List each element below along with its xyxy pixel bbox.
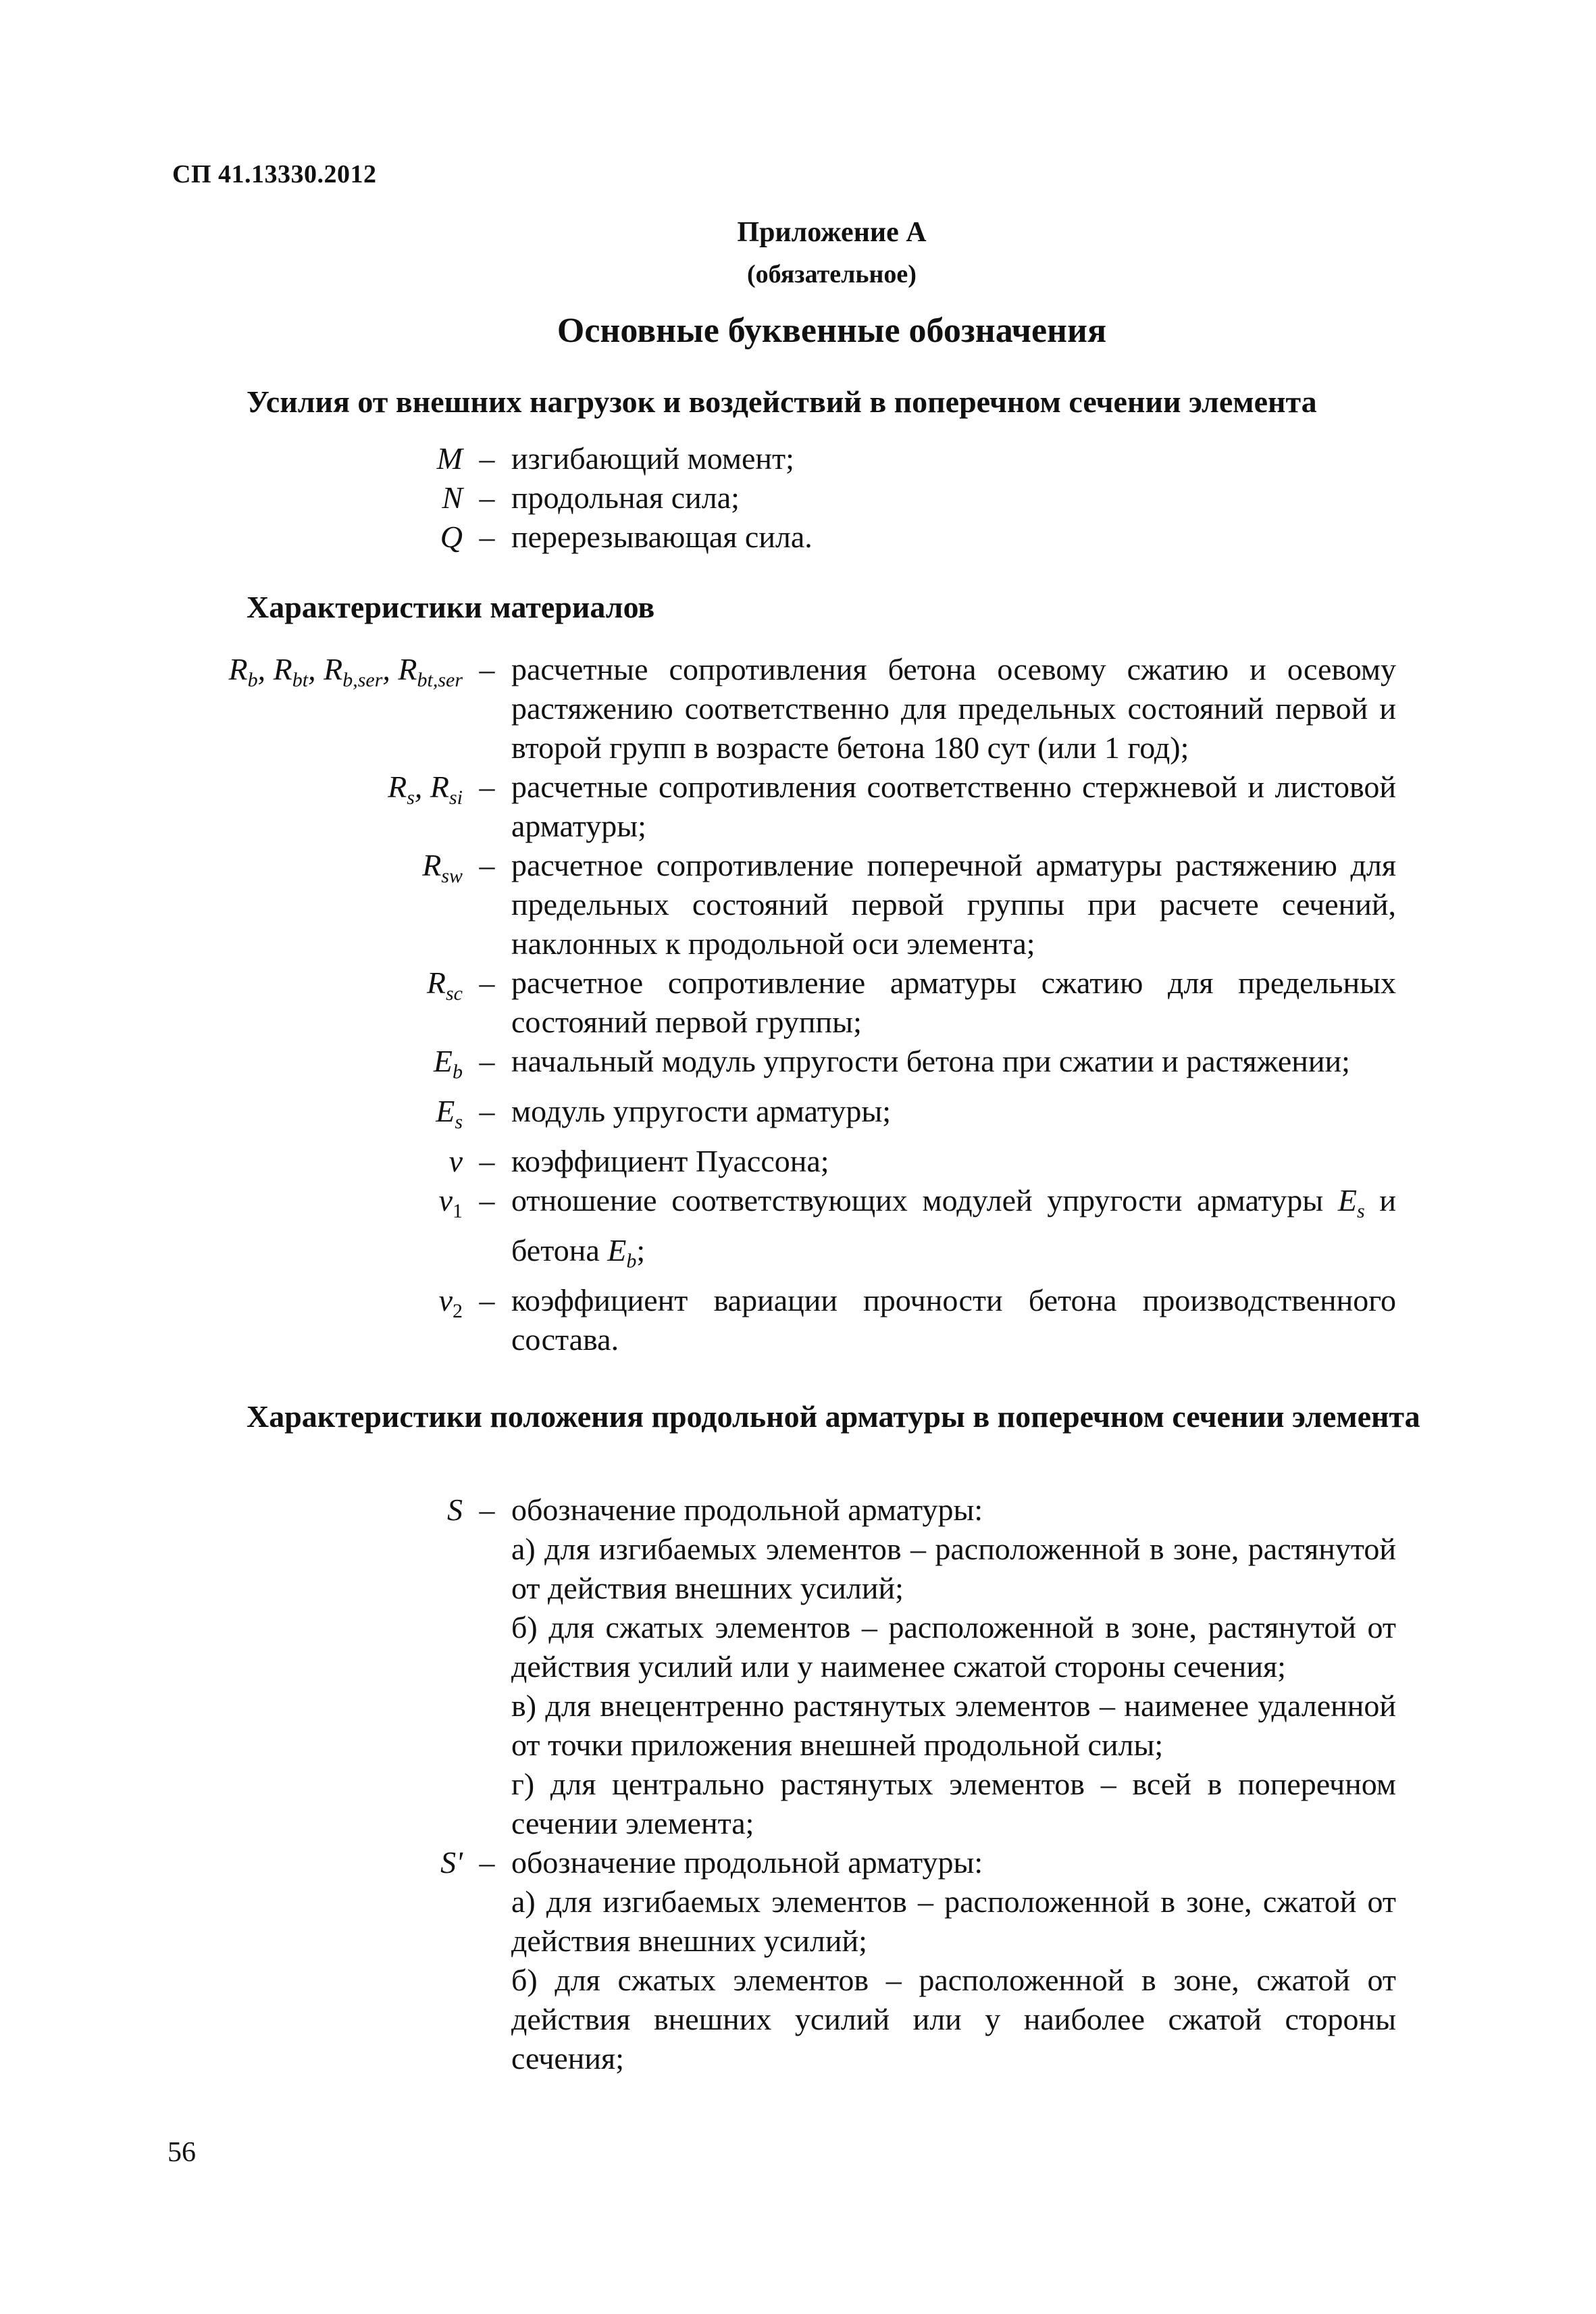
- description: [511, 1843, 1396, 2078]
- description: расчетное сопротивление арматуры сжатию для предельных состояний первой группы;: [511, 965, 1396, 1039]
- list-item: [172, 1142, 1396, 1181]
- materials-list: [172, 650, 1396, 1359]
- symbol-subscript: s: [407, 786, 415, 809]
- dash: –: [479, 1283, 495, 1317]
- dash: –: [479, 652, 495, 686]
- section-heading-reinforcement: Характеристики положения продольной арматуры в поперечном сечении элемента: [247, 1399, 1420, 1434]
- symbol: Q: [440, 520, 463, 554]
- symbol-base: R: [426, 965, 446, 1000]
- sub-item: г) для центрально растянутых элементов – всей в поперечном сечении элемента;: [511, 1767, 1396, 1840]
- document-code: СП 41.13330.2012: [172, 160, 377, 188]
- symbol: [172, 1042, 463, 1092]
- symbol: ν: [448, 1144, 463, 1178]
- description: [511, 1181, 1396, 1281]
- dash: –: [479, 1845, 495, 1880]
- symbol-base: ν: [438, 1183, 453, 1217]
- description: модуль упругости арматуры;: [511, 1094, 892, 1128]
- description-text: обозначение продольной арматуры:: [511, 1845, 983, 1880]
- symbol: [172, 1181, 463, 1231]
- symbol-base: , R: [414, 770, 449, 804]
- symbol-base: E: [436, 1094, 455, 1128]
- description: изгибающий момент;: [511, 441, 794, 476]
- reinforcement-list: [172, 1490, 1396, 2078]
- dash: –: [479, 1144, 495, 1178]
- symbol-subscript: si: [448, 786, 463, 809]
- symbol-base: , R: [308, 652, 343, 686]
- symbol: M: [436, 441, 463, 476]
- sub-item: а) для изгибаемых элементов – расположенной в зоне, сжатой от действия внешних усилий;: [511, 1884, 1396, 1958]
- symbol-base: R: [228, 652, 248, 686]
- symbol: [172, 846, 463, 896]
- description: перерезывающая сила.: [511, 520, 813, 554]
- description: продольная сила;: [511, 480, 740, 515]
- symbol-base: R: [388, 770, 407, 804]
- sub-item: в) для внецентренно растянутых элементов – наименее удаленной от точки приложения внешней продольной силы;: [511, 1688, 1396, 1762]
- symbol-base: ν: [438, 1283, 453, 1317]
- symbol-subscript: bt: [292, 669, 309, 691]
- dash: –: [479, 965, 495, 1000]
- appendix-note: (обязательное): [747, 260, 917, 288]
- list-item: [172, 846, 1396, 963]
- description: [511, 1490, 1396, 1843]
- description: коэффициент Пуассона;: [511, 1144, 829, 1178]
- list-item: [172, 1092, 1396, 1142]
- symbol: [172, 650, 463, 700]
- sub-item: а) для изгибаемых элементов – расположенной в зоне, растянутой от действия внешних усилий;: [511, 1532, 1396, 1605]
- dash: –: [479, 441, 495, 476]
- symbol: [172, 1281, 463, 1331]
- description: расчетное сопротивление поперечной арматуры растяжению для предельных состояний первой группы при расчете сечений, наклонных к продольной оси элемента;: [511, 848, 1396, 961]
- symbol-subscript: b: [453, 1061, 463, 1083]
- symbol-subscript: b: [247, 669, 258, 691]
- dash: –: [479, 770, 495, 804]
- dash: –: [479, 848, 495, 882]
- symbol: [172, 963, 463, 1013]
- list-item: [172, 650, 1396, 768]
- symbol-subscript: 1: [453, 1200, 463, 1222]
- description-text: и бетона: [511, 1183, 1397, 1267]
- symbol-subscript: b,ser: [342, 669, 383, 691]
- symbol-base: E: [1337, 1183, 1358, 1217]
- symbol: [172, 1092, 463, 1142]
- symbol-base: E: [433, 1044, 453, 1078]
- symbol: N: [442, 480, 463, 515]
- symbol-subscript: bt,ser: [417, 669, 463, 691]
- symbol-base: E: [607, 1233, 627, 1267]
- description: коэффициент вариации прочности бетона производственного состава.: [511, 1283, 1396, 1357]
- symbol-base: , R: [257, 652, 292, 686]
- list-item: [172, 1843, 1396, 2078]
- symbol-subscript: sw: [441, 865, 463, 887]
- symbol-base: R: [422, 848, 442, 882]
- symbol: S': [440, 1845, 463, 1880]
- description: начальный модуль упругости бетона при сжатии и растяжении;: [511, 1044, 1350, 1078]
- symbol: [172, 768, 463, 818]
- list-item: [172, 478, 1396, 518]
- forces-list: [172, 439, 1396, 557]
- symbol-base: , R: [382, 652, 417, 686]
- symbol-subscript: s: [455, 1111, 463, 1133]
- dash: –: [479, 1492, 495, 1527]
- dash: –: [479, 480, 495, 515]
- description: расчетные сопротивления соответственно стержневой и листовой арматуры;: [511, 770, 1396, 843]
- symbol: S: [447, 1492, 463, 1527]
- list-item: [172, 1281, 1396, 1359]
- sub-item: б) для сжатых элементов – расположенной в зоне, растянутой от действия усилий или у наименее сжатой стороны сечения;: [511, 1610, 1396, 1684]
- section-heading-forces: Усилия от внешних нагрузок и воздействий в поперечном сечении элемента: [247, 384, 1317, 419]
- list-item: [172, 439, 1396, 478]
- description-text: ;: [636, 1233, 646, 1267]
- list-item: [172, 1181, 1396, 1281]
- list-item: [172, 1490, 1396, 1843]
- dash: –: [479, 1094, 495, 1128]
- list-item: [172, 768, 1396, 846]
- dash: –: [479, 520, 495, 554]
- description: расчетные сопротивления бетона осевому сжатию и осевому растяжению соответственно для предельных состояний первой и второй групп в возрасте бетона 180 сут (или 1 год);: [511, 652, 1396, 765]
- section-heading-materials: Характеристики материалов: [247, 590, 655, 624]
- dash: –: [479, 1044, 495, 1078]
- symbol-subscript: b: [626, 1250, 637, 1272]
- page-number: 56: [168, 2137, 196, 2168]
- symbol-subscript: sc: [446, 982, 463, 1005]
- dash: –: [479, 1183, 495, 1217]
- list-item: [172, 518, 1396, 557]
- list-item: [172, 963, 1396, 1042]
- list-item: [172, 1042, 1396, 1092]
- sub-item: б) для сжатых элементов – расположенной в зоне, сжатой от действия внешних усилий или у наиболее сжатой стороны сечения;: [511, 1963, 1396, 2076]
- symbol-subscript: 2: [453, 1300, 463, 1322]
- page-title: Основные буквенные обозначения: [557, 311, 1107, 350]
- appendix-title: Приложение А: [737, 217, 927, 248]
- description-text: обозначение продольной арматуры:: [511, 1492, 983, 1527]
- symbol-subscript: s: [1357, 1200, 1365, 1222]
- description-text: отношение соответствующих модулей упругости арматуры: [511, 1183, 1324, 1217]
